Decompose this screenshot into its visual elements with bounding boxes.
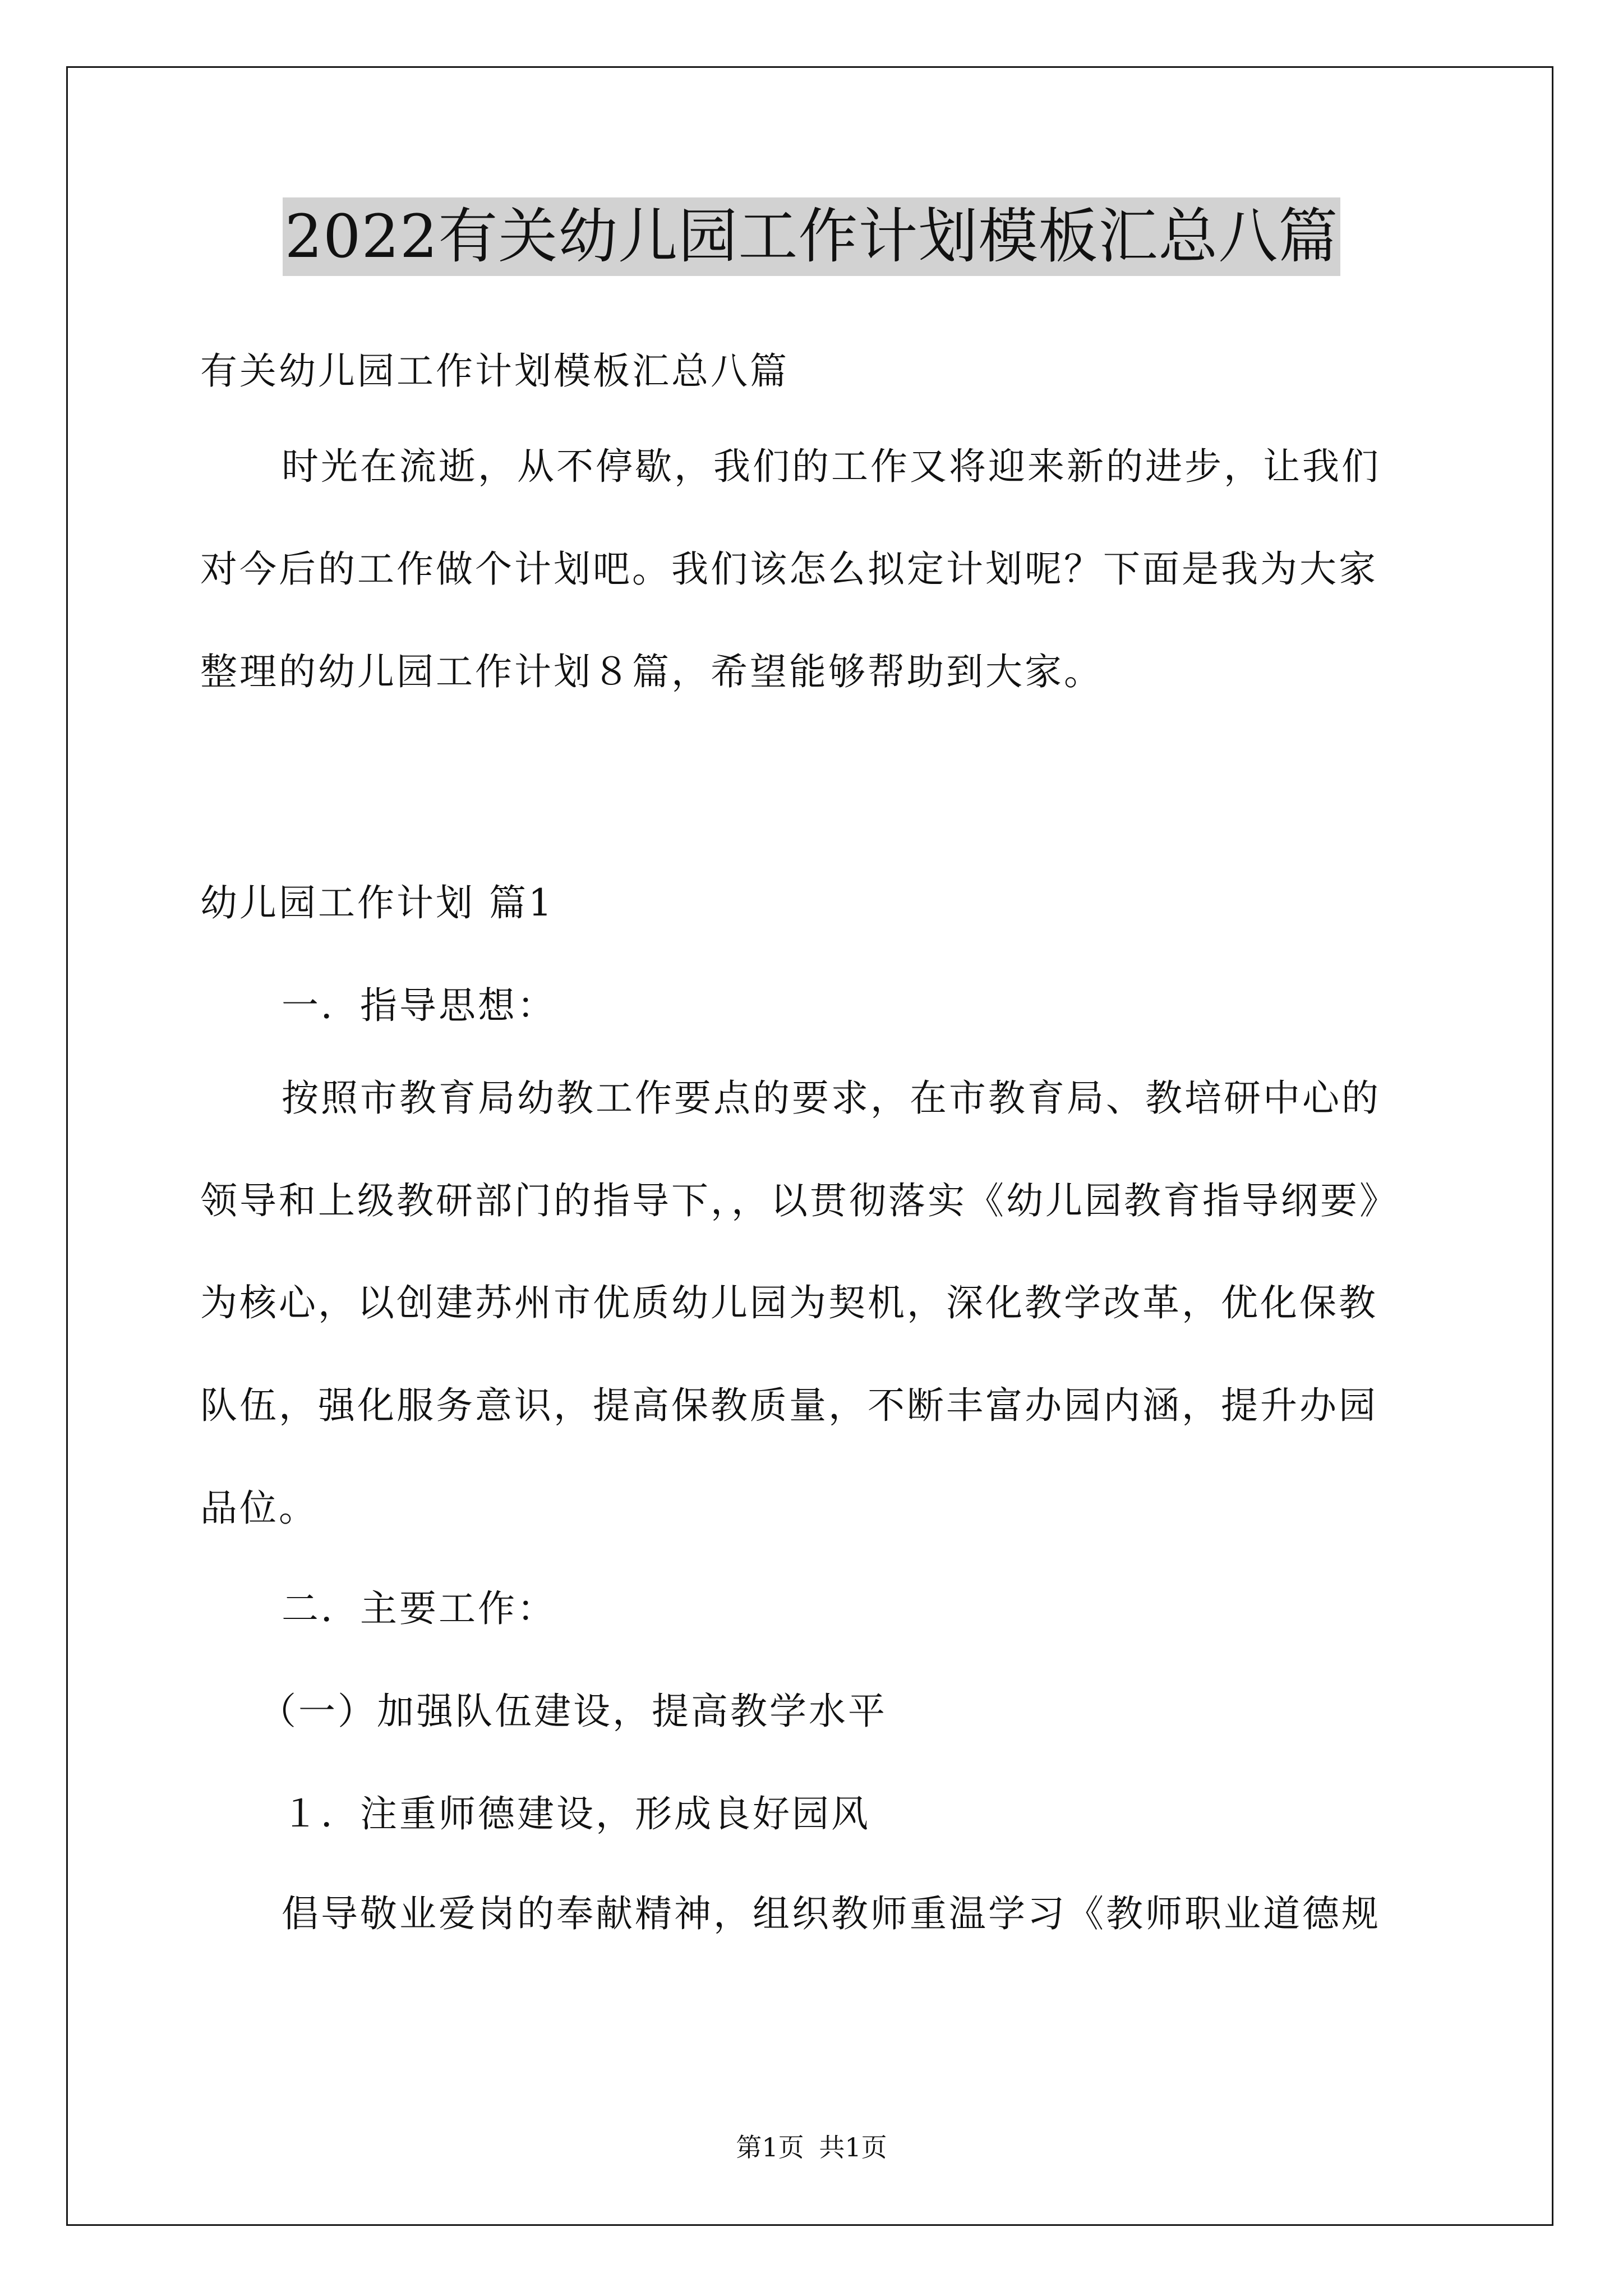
section-heading: 一．指导思想： — [282, 984, 556, 1027]
paragraph-line: 倡导敬业爱岗的奉献精神，组织教师重温学习《教师职业道德规 — [282, 1892, 1381, 1935]
paragraph-line: 整理的幼儿园工作计划８篇，希望能够帮助到大家。 — [200, 650, 1103, 693]
page-total: 共1页 — [819, 2132, 887, 2162]
paragraph-line: 为核心，以创建苏州市优质幼儿园为契机，深化教学改革，优化保教 — [200, 1281, 1378, 1324]
paragraph-line: 领导和上级教研部门的指导下，，以贯彻落实《幼儿园教育指导纲要》 — [200, 1179, 1399, 1222]
paragraph-line: 队伍，强化服务意识，提高保教质量，不断丰富办园内涵，提升办园 — [200, 1384, 1378, 1427]
section-heading: （一）加强队伍建设，提高教学水平 — [259, 1690, 887, 1733]
section-heading: 二．主要工作： — [282, 1587, 556, 1630]
page-number: 第1页 — [736, 2132, 804, 2162]
page-footer — [0, 2131, 1623, 2164]
section-heading: 幼儿园工作计划 篇1 — [200, 881, 554, 924]
paragraph-line: 对今后的工作做个计划吧。我们该怎么拟定计划呢？下面是我为大家 — [200, 547, 1378, 591]
subtitle-line: 有关幼儿园工作计划模板汇总八篇 — [200, 349, 789, 393]
document-title: 2022有关幼儿园工作计划模板汇总八篇 — [283, 197, 1341, 276]
paragraph-line: 时光在流逝，从不停歇，我们的工作又将迎来新的进步，让我们 — [282, 445, 1381, 488]
section-heading: １．注重师德建设，形成良好园风 — [282, 1792, 870, 1835]
paragraph-line: 按照市教育局幼教工作要点的要求，在市教育局、教培研中心的 — [282, 1076, 1381, 1120]
title-container — [0, 197, 1623, 276]
paragraph-line: 品位。 — [200, 1487, 318, 1530]
